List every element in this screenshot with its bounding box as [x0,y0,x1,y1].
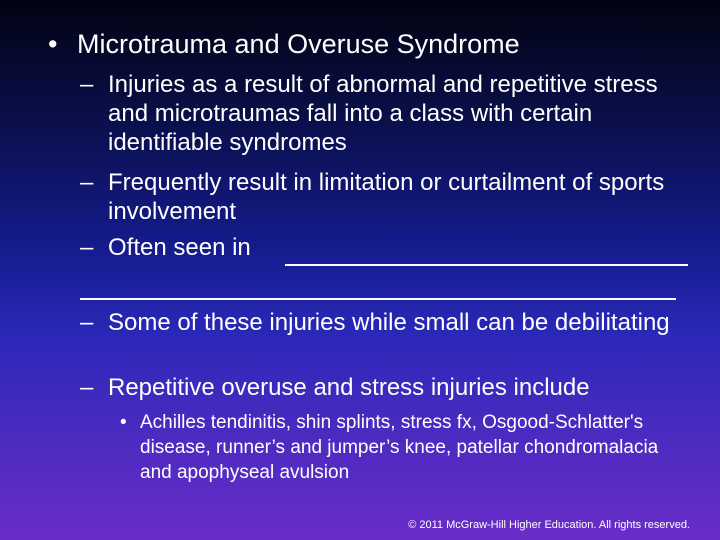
bullet-item-debilitating [80,308,700,337]
sub-bullet-text: Achilles tendinitis, shin splints, stress fx, Osgood-Schlatter's disease, runner’s and jumper’s knee, patellar chondromalacia and apophyseal avulsion [140,412,659,483]
bullet-item-often-seen [80,233,700,262]
bullet-item-text: Repetitive overuse and stress injuries include [108,374,590,401]
bullet-item-repetitive [80,373,700,402]
dash-marker: – [80,169,94,196]
sub-bullet-injuries-list [120,410,680,485]
dash-marker: – [80,71,94,98]
bullet-item-frequently [80,168,700,226]
fill-in-blank-line-1 [285,264,688,266]
bullet-item-injuries [80,70,700,157]
bullet-item-text: Injuries as a result of abnormal and repetitive stress and microtraumas fall into a class with certain identifiable syndromes [108,71,658,156]
dash-marker: – [80,234,94,261]
fill-in-blank-line-2 [80,298,676,300]
sub-bullet-marker: • [120,412,127,433]
dash-marker: – [80,374,94,401]
title-bullet: • [48,29,58,59]
bullet-item-text: Frequently result in limitation or curtailment of sports involvement [108,169,665,225]
bullet-item-text: Some of these injuries while small can be debilitating [108,309,670,336]
copyright-notice: © 2011 McGraw-Hill Higher Education. All rights reserved. [408,519,690,531]
dash-marker: – [80,309,94,336]
bullet-item-text: Often seen in [108,234,251,261]
title-text: Microtrauma and Overuse Syndrome [77,29,520,59]
